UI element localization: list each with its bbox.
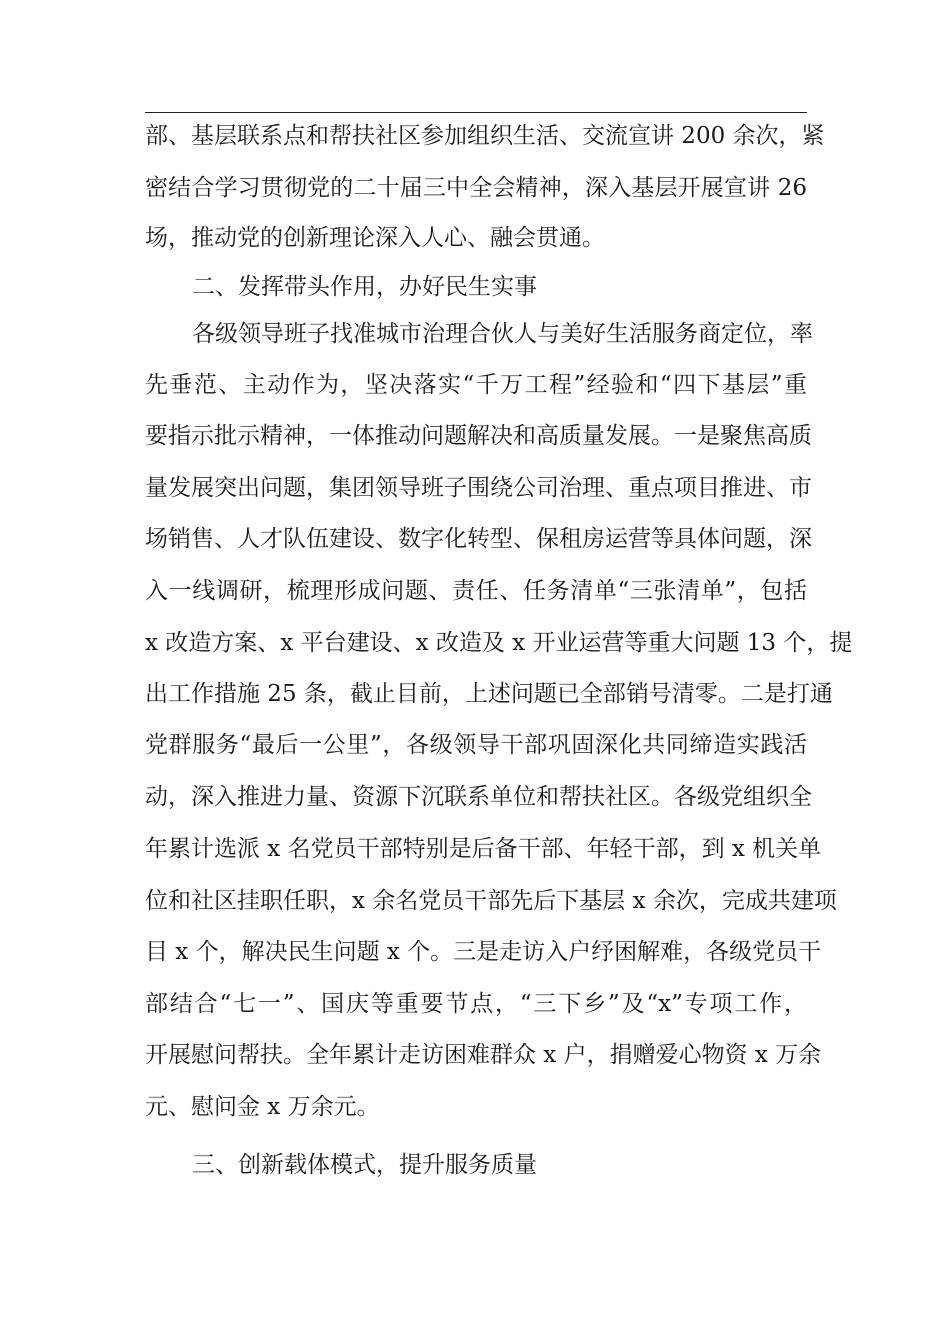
intro-line-3: 场，推动党的创新理论深入人心、融会贯通。 — [145, 225, 605, 251]
body-line-7: x 改造方案、x 平台建设、x 改造及 x 开业运营等重大问题 13 个，提 — [145, 630, 853, 656]
body-line-5: 场销售、人才队伍建设、数字化转型、保租房运营等具体问题，深 — [145, 526, 812, 552]
body-line-12: 位和社区挂职任职，x 余名党员干部先后下基层 x 余次，完成共建项 — [145, 888, 837, 914]
section-three-heading: 三、创新载体模式，提升服务质量 — [192, 1152, 537, 1178]
body-line-10: 动，深入推进力量、资源下沉联系单位和帮扶社区。各级党组织全 — [145, 784, 812, 810]
intro-line-1: 部、基层联系点和帮扶社区参加组织生活、交流宣讲 200 余次，紧 — [145, 123, 825, 149]
body-line-11: 年累计选派 x 名党员干部特别是后备干部、年轻干部，到 x 机关单 — [145, 836, 822, 862]
body-line-6: 入一线调研，梳理形成问题、责任、任务清单“三张清单”，包括 — [145, 578, 807, 604]
body-line-9: 党群服务“最后一公里”，各级领导干部巩固深化共同缔造实践活 — [145, 732, 807, 758]
body-line-1: 各级领导班子找准城市治理合伙人与美好生活服务商定位，率 — [192, 321, 813, 347]
body-line-4: 量发展突出问题，集团领导班子围绕公司治理、重点项目推进、市 — [145, 475, 812, 501]
section-two-heading: 二、发挥带头作用，办好民生实事 — [192, 274, 537, 300]
intro-line-2: 密结合学习贯彻党的二十届三中全会精神，深入基层开展宣讲 26 — [145, 175, 807, 201]
body-line-2: 先垂范、主动作为，坚决落实“千万工程”经验和“四下基层”重 — [145, 372, 807, 398]
header-rule — [145, 112, 807, 113]
body-line-13: 目 x 个，解决民生问题 x 个。三是走访入户纾困解难，各级党员干 — [145, 939, 822, 965]
body-line-16: 元、慰问金 x 万余元。 — [145, 1094, 380, 1120]
body-line-15: 开展慰问帮扶。全年累计走访困难群众 x 户，捐赠爱心物资 x 万余 — [145, 1042, 822, 1068]
body-line-3: 要指示批示精神，一体推动问题解决和高质量发展。一是聚焦高质 — [145, 423, 812, 449]
body-line-14: 部结合“七一”、国庆等重要节点，“三下乡”及“x”专项工作， — [145, 991, 807, 1017]
body-line-8: 出工作措施 25 条，截止目前，上述问题已全部销号清零。二是打通 — [145, 681, 833, 707]
